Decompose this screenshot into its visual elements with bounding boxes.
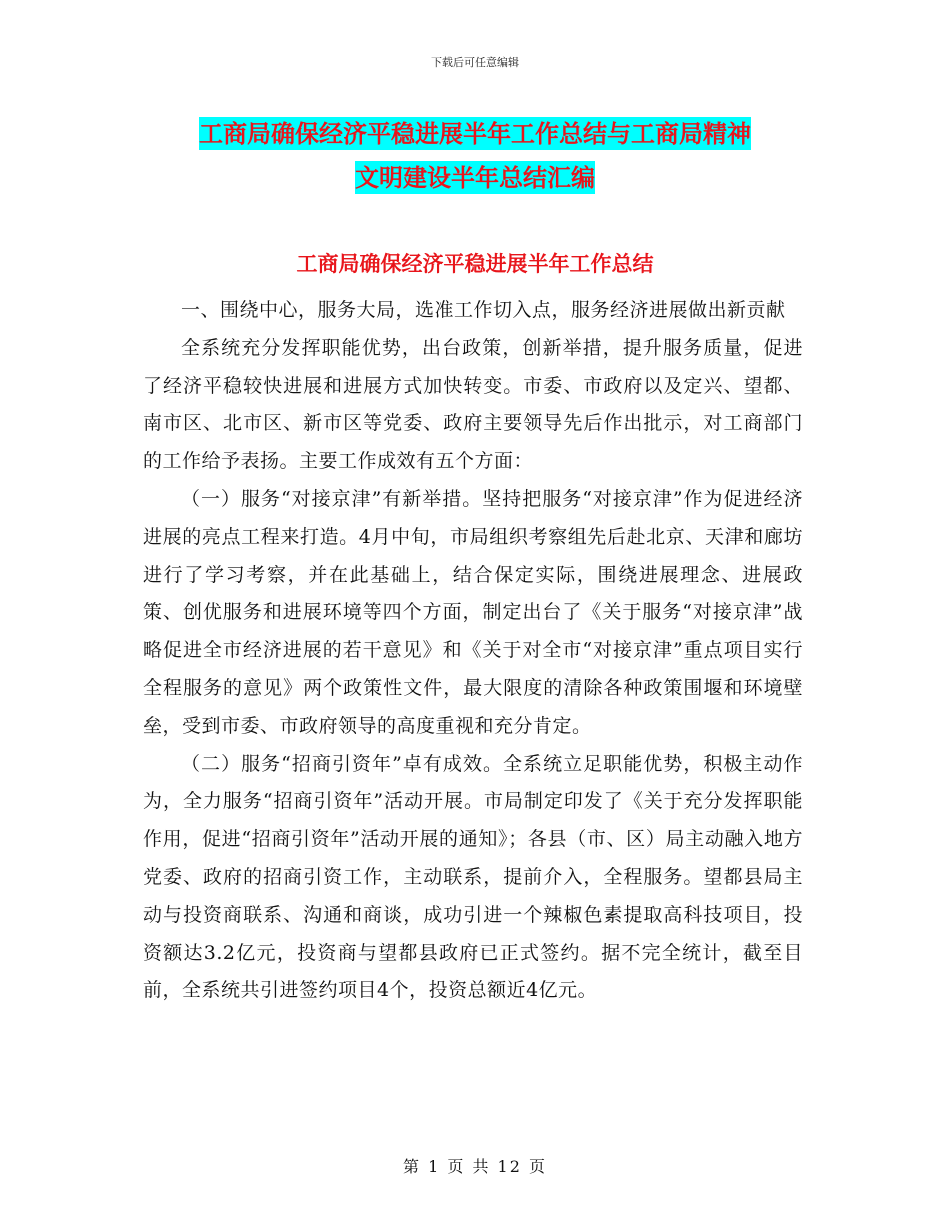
- title-line-2: 文明建设半年总结汇编: [355, 163, 595, 192]
- document-title: [140, 112, 810, 200]
- paragraph: （一）服务“对接京津”有新举措。坚持把服务“对接京津”作为促进经济进展的亮点工程来打造。4月中旬，市局组织考察组先后赴北京、天津和廊坊进行了学习考察，并在此基础上，结合保定实际，围绕进展理念、进展政策、创优服务和进展环境等四个方面，制定出台了《关于服务“对接京津”战略促进全市经济进展的若干意见》和《关于对全市“对接京津”重点项目实行全程服务的意见》两个政策性文件，最大限度的清除各种政策围堰和环境壁垒，受到市委、市政府领导的高度重视和充分肯定。: [143, 487, 803, 737]
- header-note: 下载后可任意编辑: [431, 56, 519, 69]
- document-body: [143, 292, 803, 1010]
- paragraph: （二）服务“招商引资年”卓有成效。全系统立足职能优势，积极主动作为，全力服务“招商引资年”活动开展。市局制定印发了《关于充分发挥职能作用，促进“招商引资年”活动开展的通知》；各县（市、区）局主动融入地方党委、政府的招商引资工作，主动联系，提前介入，全程服务。望都县局主动与投资商联系、沟通和商谈，成功引进一个辣椒色素提取高科技项目，投资额达3.2亿元，投资商与望都县政府已正式签约。据不完全统计，截至目前，全系统共引进签约项目4个，投资总额近4亿元。: [143, 752, 803, 1002]
- paragraph: 一、围绕中心，服务大局，选准工作切入点，服务经济进展做出新贡献: [181, 299, 786, 321]
- title-line-1: 工商局确保经济平稳进展半年工作总结与工商局精神: [199, 119, 751, 148]
- page-number: 第 1 页 共 12 页: [403, 1157, 547, 1176]
- paragraph: 全系统充分发挥职能优势，出台政策，创新举措，提升服务质量，促进了经济平稳较快进展和进展方式加快转变。市委、市政府以及定兴、望都、南市区、北市区、新市区等党委、政府主要领导先后作出批示，对工商部门的工作给予表扬。主要工作成效有五个方面：: [143, 336, 803, 473]
- section-title: 工商局确保经济平稳进展半年工作总结: [296, 251, 654, 276]
